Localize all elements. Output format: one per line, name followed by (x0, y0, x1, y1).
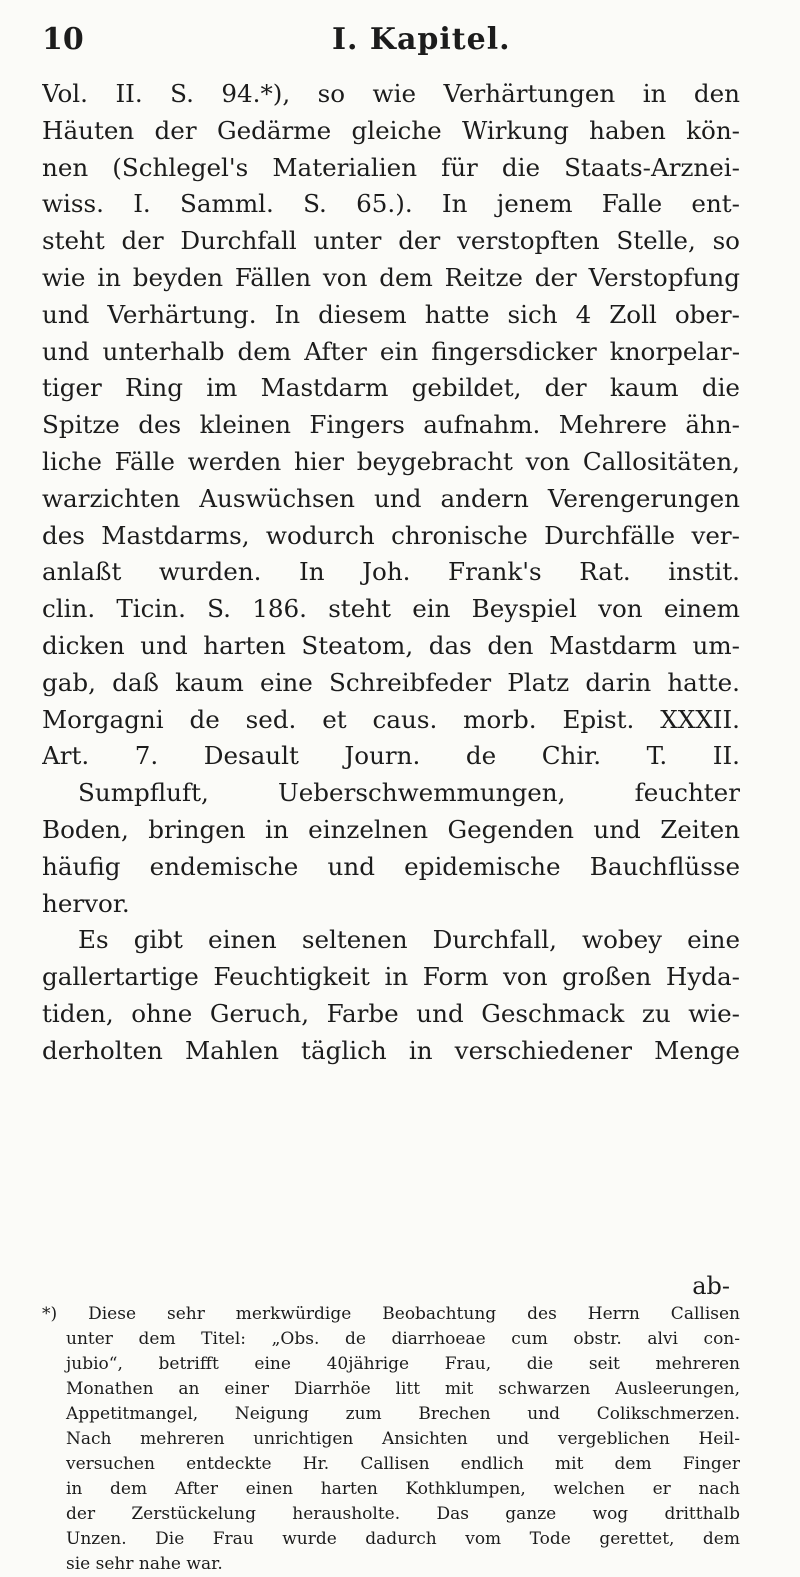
text-line: Art. 7. Desault Journ. de Chir. T. II. (42, 741, 740, 771)
text-line: warzichten Auswüchsen und andern Verengerungen (42, 483, 740, 513)
text-line: liche Fälle werden hier beygebracht von Callositäten, (42, 446, 740, 476)
text-line: hervor. (42, 888, 130, 918)
text-line: und unterhalb dem After ein fingersdicker knorpelar- (42, 336, 740, 366)
text-line: Vol. II. S. 94.*), so wie Verhärtungen in den (42, 79, 740, 108)
footnote-line: versuchen entdeckte Hr. Callisen endlich mit dem Finger (66, 1454, 740, 1474)
text-line: Boden, bringen in einzelnen Gegenden und Zeiten (42, 814, 740, 844)
text-line: Spitze des kleinen Fingers aufnahm. Mehrere ähn- (42, 410, 740, 440)
footnote-line: jubio“, betrifft eine 40jährige Frau, die seit mehreren (66, 1354, 740, 1374)
page-header (42, 22, 740, 62)
text-line: gab, daß kaum eine Schreibfeder Platz darin hatte. (42, 667, 740, 697)
footnote-line: Appetitmangel, Neigung zum Brechen und Colikschmerzen. (66, 1404, 740, 1424)
text-line: clin. Ticin. S. 186. steht ein Beyspiel von einem (42, 594, 740, 624)
text-line: wie in beyden Fällen von dem Reitze der Verstopfung (42, 262, 740, 292)
text-line: dicken und harten Steatom, das den Mastdarm um- (42, 630, 740, 660)
footnote-line: Unzen. Die Frau wurde dadurch vom Tode gerettet, dem (66, 1529, 740, 1549)
footnote-line: *) Diese sehr merkwürdige Beobachtung des Herrn Callisen (42, 1304, 740, 1324)
text-line: derholten Mahlen täglich in verschiedener Menge (42, 1035, 740, 1065)
text-line: Es gibt einen seltenen Durchfall, wobey eine (78, 925, 740, 955)
text-line: gallertartige Feuchtigkeit in Form von großen Hyda- (42, 962, 740, 992)
text-line: Sumpfluft, Ueberschwemmungen, feuchter (78, 778, 740, 808)
text-line: tiger Ring im Mastdarm gebildet, der kaum die (42, 373, 740, 403)
text-line: des Mastdarms, wodurch chronische Durchfälle ver- (42, 520, 740, 550)
footnote-line: in dem After einen harten Kothklumpen, welchen er nach (66, 1479, 740, 1499)
text-line: häufig endemische und epidemische Bauchflüsse (42, 851, 740, 881)
footnote-line: unter dem Titel: „Obs. de diarrhoeae cum obstr. alvi con- (66, 1329, 740, 1349)
text-line: Morgagni de sed. et caus. morb. Epist. XXXII. (42, 704, 740, 734)
footnote-line: sie sehr nahe war. (66, 1554, 223, 1574)
text-line: und Verhärtung. In diesem hatte sich 4 Zoll ober- (42, 299, 740, 329)
footnote-line: Nach mehreren unrichtigen Ansichten und vergeblichen Heil- (66, 1429, 740, 1449)
catchword: ab- (692, 1272, 730, 1300)
footnote (42, 1302, 740, 1577)
text-line: wiss. I. Samml. S. 65.). In jenem Falle ent- (42, 189, 740, 219)
text-line: steht der Durchfall unter der verstopften Stelle, so (42, 226, 740, 256)
text-line: tiden, ohne Geruch, Farbe und Geschmack zu wie- (42, 998, 740, 1028)
footnote-line: der Zerstückelung herausholte. Das ganze wog dritthalb (66, 1504, 740, 1524)
footnote-line: Monathen an einer Diarrhöe litt mit schwarzen Ausleerungen, (66, 1379, 740, 1399)
body-text (42, 76, 740, 1070)
page-number: 10 (42, 22, 84, 57)
text-line: Häuten der Gedärme gleiche Wirkung haben kön- (42, 115, 740, 145)
text-line: nen (Schlegel's Materialien für die Staats-Arznei- (42, 152, 740, 182)
chapter-heading: I. Kapitel. (332, 22, 511, 57)
text-line: anlaßt wurden. In Joh. Frank's Rat. instit. (42, 557, 740, 587)
